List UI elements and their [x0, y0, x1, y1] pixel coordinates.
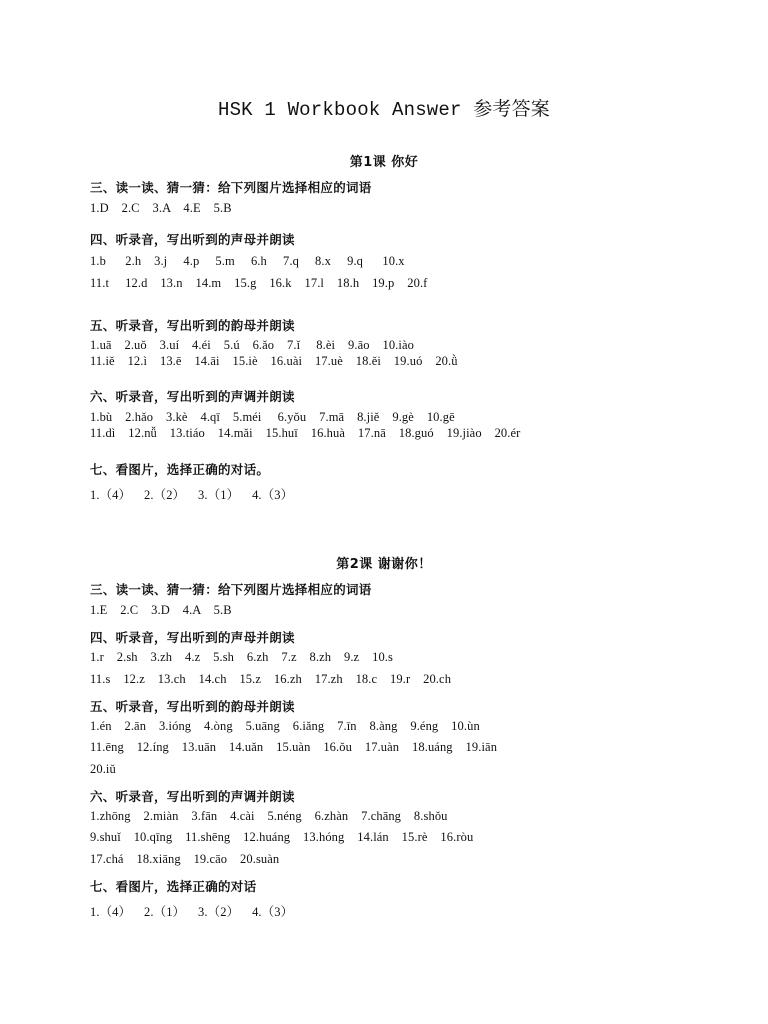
- l1-section-3-answers: 1.D 2.C 3.A 4.E 5.B: [90, 201, 232, 215]
- l1-section-4-heading: 四、听录音，写出听到的声母并朗读: [90, 232, 295, 247]
- l2-section-6-heading: 六、听录音，写出听到的声调并朗读: [90, 789, 295, 804]
- lesson-2-heading: 第2课 谢谢你！: [336, 557, 432, 572]
- page-title: HSK 1 Workbook Answer 参考答案: [217, 99, 551, 121]
- l1-section-5-heading: 五、听录音，写出听到的韵母并朗读: [90, 318, 295, 333]
- l2-section-5-answers-row2: 11.ēng 12.íng 13.uān 14.uǎn 15.uàn 16.ǒu 17.uàn 18.uáng 19.iān: [90, 740, 498, 754]
- l2-section-3-answers: 1.E 2.C 3.D 4.A 5.B: [90, 603, 232, 617]
- l2-section-5-answers-row1: 1.én 2.ān 3.ióng 4.òng 5.uāng 6.iǎng 7.īn 8.àng 9.éng 10.ùn: [90, 719, 480, 733]
- l1-section-4-answers-row1: 1.b 2.h 3.j 4.p 5.m 6.h 7.q 8.x 9.q 10.x: [90, 254, 405, 268]
- l2-section-4-heading: 四、听录音，写出听到的声母并朗读: [90, 630, 295, 645]
- l1-section-4-answers-row2: 11.t 12.d 13.n 14.m 15.g 16.k 17.l 18.h 19.p 20.f: [90, 276, 428, 290]
- l2-section-4-answers-row2: 11.s 12.z 13.ch 14.ch 15.z 16.zh 17.zh 18.c 19.r 20.ch: [90, 672, 452, 686]
- l2-section-3-heading: 三、读一读、猜一猜：给下列图片选择相应的词语: [90, 582, 372, 597]
- l1-section-6-answers-row1: 1.bù 2.hǎo 3.kè 4.qī 5.méi 6.yǒu 7.mā 8.jiě 9.gè 10.gē: [90, 410, 455, 424]
- l2-section-5-answers-row3: 20.iǔ: [90, 762, 116, 776]
- l1-section-6-heading: 六、听录音，写出听到的声调并朗读: [90, 389, 295, 404]
- lesson-1-heading: 第1课 你好: [349, 155, 419, 170]
- l1-section-5-answers-row1: 1.uā 2.uǒ 3.uí 4.éi 5.ú 6.ǎo 7.ǐ 8.èi 9.āo 10.iào: [90, 338, 414, 352]
- l1-section-7-answers: 1.（4） 2.（2） 3.（1） 4.（3）: [90, 488, 294, 502]
- l2-section-6-answers-row2: 9.shuǐ 10.qīng 11.shēng 12.huáng 13.hóng 14.lán 15.rè 16.ròu: [90, 830, 474, 844]
- l2-section-6-answers-row3: 17.chá 18.xiāng 19.cāo 20.suàn: [90, 852, 280, 866]
- l1-section-3-heading: 三、读一读、猜一猜：给下列图片选择相应的词语: [90, 180, 372, 195]
- l2-section-6-answers-row1: 1.zhōng 2.miàn 3.fān 4.cài 5.néng 6.zhàn 7.chāng 8.shǒu: [90, 809, 448, 823]
- l2-section-7-answers: 1.（4） 2.（1） 3.（2） 4.（3）: [90, 905, 294, 919]
- l2-section-4-answers-row1: 1.r 2.sh 3.zh 4.z 5.sh 6.zh 7.z 8.zh 9.z 10.s: [90, 650, 393, 664]
- l2-section-7-heading: 七、看图片，选择正确的对话: [90, 879, 257, 894]
- l1-section-5-answers-row2: 11.iě 12.ì 13.ē 14.āi 15.iè 16.uài 17.uè 18.ěi 19.uó 20.ǜ: [90, 354, 458, 368]
- l1-section-6-answers-row2: 11.dì 12.nǚ 13.tiáo 14.mǎi 15.huī 16.huà 17.nā 18.guó 19.jiào 20.ér: [90, 426, 521, 440]
- l2-section-5-heading: 五、听录音，写出听到的韵母并朗读: [90, 699, 295, 714]
- l1-section-7-heading: 七、看图片，选择正确的对话。: [90, 462, 270, 477]
